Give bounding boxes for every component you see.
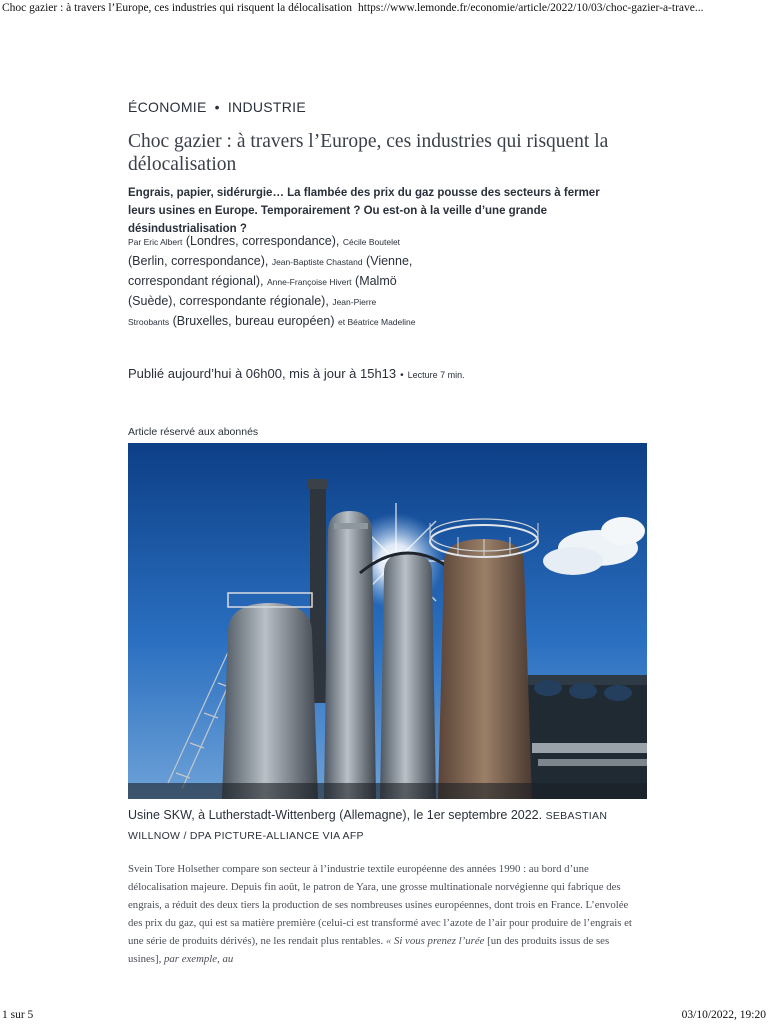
reading-time: Lecture 7 min.: [407, 370, 465, 380]
body-text: Svein Tore Holsether compare son secteur à l’industrie textile européenne des années 1990 : au bord d’une délocalisation majeure. Depuis fin août, le patron de Yara, une grosse multinationale norvégienne qui fabrique des engrais, a réduit des deux tiers la production de ses nombreuses usines européennes, dont trois en France. L’envolée des prix du gaz, qui est sa matière première (celui-ci est transformé avec l’azote de l’air pour produire de l’engrais et une série de produits dérivés), ne les rendait plus rentables.: [128, 863, 632, 947]
author-separator: ,: [260, 274, 267, 288]
author-role: (Berlin, correspondance): [128, 254, 265, 268]
photo-caption: [128, 806, 638, 846]
author-name[interactable]: Jean-Baptiste Chastand: [271, 257, 363, 267]
print-footer-datetime: 03/10/2022, 19:20: [681, 1009, 766, 1021]
publication-date: [128, 366, 465, 381]
author-role: (Malmö (Suède), correspondante régionale): [128, 274, 397, 308]
body-quote: « Si vous prenez l’urée: [385, 935, 488, 947]
article-title: Choc gazier : à travers l’Europe, ces industries qui risquent la délocalisation: [128, 131, 609, 175]
publication-separator: •: [400, 370, 404, 381]
breadcrumb-section-link[interactable]: ÉCONOMIE: [128, 99, 207, 115]
authors-prefix: Par: [128, 237, 144, 247]
author-separator: ,: [264, 254, 272, 268]
author-name[interactable]: Cécile Boutelet: [342, 237, 401, 247]
publication-text: Publié aujourd’hui à 06h00, mis à jour à 15h13: [128, 366, 397, 381]
author-role: (Londres, correspondance): [185, 234, 336, 248]
print-footer-page: 1 sur 5: [2, 1009, 34, 1021]
print-header-title: Choc gazier : à travers l’Europe, ces industries qui risquent la délocalisation: [2, 2, 352, 14]
premium-label: Article réservé aux abonnés: [128, 426, 259, 438]
caption-text: Usine SKW, à Lutherstadt-Wittenberg (Allemagne), le 1er septembre 2022.: [128, 808, 543, 822]
industrial-towers-photo: [128, 443, 647, 799]
author-name[interactable]: Béatrice Madeline: [347, 317, 416, 327]
author-separator: ,: [335, 234, 343, 248]
author-separator: ,: [325, 294, 333, 308]
breadcrumb: [128, 99, 306, 115]
breadcrumb-separator: •: [214, 99, 220, 115]
authors-last-joiner: et: [338, 317, 348, 327]
article-authors: [128, 232, 418, 332]
author-name[interactable]: Eric Albert: [143, 237, 183, 247]
body-bracket: [un des produits issus de ses usines]: [128, 935, 610, 965]
article-description: Engrais, papier, sidérurgie… La flambée des prix du gaz pousse des secteurs à fermer leurs usines en Europe. Temporairement ? Ou est-on à la veille d’une grande désindustrialisation ?: [128, 187, 600, 235]
author-role: (Vienne, correspondant régional): [128, 254, 413, 288]
article-body-paragraph: [128, 860, 638, 968]
breadcrumb-subsection-link[interactable]: INDUSTRIE: [227, 99, 306, 115]
article-photo: [128, 443, 647, 799]
author-name[interactable]: Anne-Françoise Hivert: [266, 277, 352, 287]
author-name[interactable]: Jean-Pierre Stroobants: [128, 297, 377, 327]
body-quote-continued: , par exemple, au: [158, 953, 234, 965]
caption-credit: SEBASTIAN WILLNOW / DPA PICTURE-ALLIANCE VIA AFP: [128, 810, 608, 842]
print-header-url[interactable]: https://www.lemonde.fr/economie/article/2022/10/03/choc-gazier-a-trave...: [358, 2, 704, 14]
print-header: [2, 2, 766, 14]
author-role: (Bruxelles, bureau européen): [172, 314, 335, 328]
